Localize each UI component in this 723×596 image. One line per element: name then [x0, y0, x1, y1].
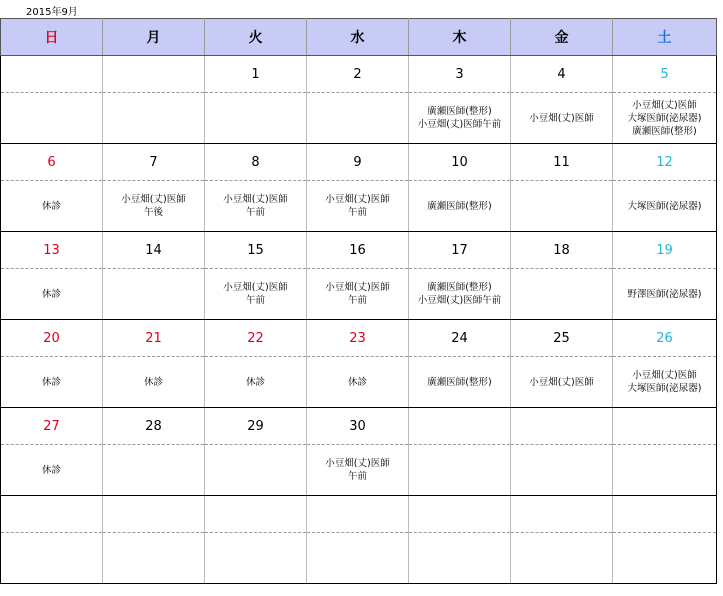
day-number: 6	[1, 144, 103, 181]
weekday-sun: 日	[1, 19, 103, 56]
weekday-thu: 木	[409, 19, 511, 56]
day-number: 13	[1, 232, 103, 269]
day-number: 20	[1, 320, 103, 357]
week-note-row	[1, 181, 717, 232]
day-schedule: 休診	[1, 445, 103, 496]
day-schedule	[103, 269, 205, 320]
day-number: 2	[307, 56, 409, 93]
week-date-row	[1, 320, 717, 357]
day-number	[409, 408, 511, 445]
day-schedule: 廣瀬医師(整形)	[409, 357, 511, 408]
day-number	[103, 496, 205, 533]
day-number: 12	[613, 144, 717, 181]
day-schedule	[511, 445, 613, 496]
day-schedule: 小豆畑(丈)医師	[511, 93, 613, 144]
day-number: 8	[205, 144, 307, 181]
day-schedule: 廣瀬医師(整形) 小豆畑(丈)医師午前	[409, 93, 511, 144]
day-number: 17	[409, 232, 511, 269]
day-number: 21	[103, 320, 205, 357]
day-number	[307, 496, 409, 533]
week-date-row	[1, 232, 717, 269]
day-schedule	[511, 533, 613, 584]
calendar-table	[0, 18, 717, 584]
day-number: 15	[205, 232, 307, 269]
day-number: 1	[205, 56, 307, 93]
day-number	[511, 408, 613, 445]
day-number	[409, 496, 511, 533]
day-schedule: 小豆畑(丈)医師 午前	[205, 269, 307, 320]
day-number: 19	[613, 232, 717, 269]
weekday-mon: 月	[103, 19, 205, 56]
calendar-body	[1, 56, 717, 584]
day-number: 28	[103, 408, 205, 445]
day-number: 11	[511, 144, 613, 181]
day-number: 5	[613, 56, 717, 93]
day-schedule: 小豆畑(丈)医師 大塚医師(泌尿器) 廣瀬医師(整形)	[613, 93, 717, 144]
day-number: 24	[409, 320, 511, 357]
day-schedule: 休診	[1, 181, 103, 232]
day-number: 14	[103, 232, 205, 269]
day-number: 9	[307, 144, 409, 181]
week-date-row	[1, 56, 717, 93]
day-schedule	[613, 445, 717, 496]
day-schedule: 野澤医師(泌尿器)	[613, 269, 717, 320]
day-schedule: 小豆畑(丈)医師 午後	[103, 181, 205, 232]
day-number: 3	[409, 56, 511, 93]
day-schedule	[409, 445, 511, 496]
day-schedule	[409, 533, 511, 584]
day-schedule: 休診	[205, 357, 307, 408]
week-date-row	[1, 496, 717, 533]
day-number: 27	[1, 408, 103, 445]
day-schedule	[205, 533, 307, 584]
day-schedule: 休診	[307, 357, 409, 408]
weekday-header-row	[1, 19, 717, 56]
day-schedule	[1, 533, 103, 584]
calendar-title: 2015年9月	[26, 7, 78, 18]
weekday-tue: 火	[205, 19, 307, 56]
day-schedule: 休診	[1, 269, 103, 320]
day-number	[103, 56, 205, 93]
weekday-fri: 金	[511, 19, 613, 56]
day-schedule	[205, 445, 307, 496]
weekday-sat: 土	[613, 19, 717, 56]
day-schedule: 小豆畑(丈)医師 午前	[307, 181, 409, 232]
day-number	[1, 56, 103, 93]
day-schedule: 小豆畑(丈)医師 午前	[307, 445, 409, 496]
day-schedule	[307, 533, 409, 584]
day-number: 18	[511, 232, 613, 269]
day-number: 30	[307, 408, 409, 445]
day-number: 16	[307, 232, 409, 269]
day-number: 7	[103, 144, 205, 181]
day-schedule: 大塚医師(泌尿器)	[613, 181, 717, 232]
week-note-row	[1, 269, 717, 320]
day-schedule: 休診	[103, 357, 205, 408]
day-number: 29	[205, 408, 307, 445]
day-number: 25	[511, 320, 613, 357]
week-note-row	[1, 357, 717, 408]
day-schedule	[613, 533, 717, 584]
day-schedule	[103, 533, 205, 584]
day-number: 22	[205, 320, 307, 357]
week-note-row	[1, 93, 717, 144]
week-date-row	[1, 144, 717, 181]
day-schedule: 小豆畑(丈)医師 午前	[205, 181, 307, 232]
day-number: 10	[409, 144, 511, 181]
weekday-wed: 水	[307, 19, 409, 56]
day-schedule: 小豆畑(丈)医師 午前	[307, 269, 409, 320]
day-schedule	[1, 93, 103, 144]
week-date-row	[1, 408, 717, 445]
week-note-row	[1, 533, 717, 584]
day-number	[613, 496, 717, 533]
day-schedule	[511, 269, 613, 320]
day-schedule	[103, 445, 205, 496]
day-number: 26	[613, 320, 717, 357]
day-schedule: 小豆畑(丈)医師	[511, 357, 613, 408]
day-schedule: 廣瀬医師(整形)	[409, 181, 511, 232]
day-number	[613, 408, 717, 445]
day-schedule: 休診	[1, 357, 103, 408]
day-schedule	[511, 181, 613, 232]
week-note-row	[1, 445, 717, 496]
day-number	[511, 496, 613, 533]
day-schedule	[205, 93, 307, 144]
day-schedule	[103, 93, 205, 144]
day-number	[1, 496, 103, 533]
day-schedule: 廣瀬医師(整形) 小豆畑(丈)医師午前	[409, 269, 511, 320]
day-number: 4	[511, 56, 613, 93]
day-schedule	[307, 93, 409, 144]
day-number: 23	[307, 320, 409, 357]
day-schedule: 小豆畑(丈)医師 大塚医師(泌尿器)	[613, 357, 717, 408]
day-number	[205, 496, 307, 533]
